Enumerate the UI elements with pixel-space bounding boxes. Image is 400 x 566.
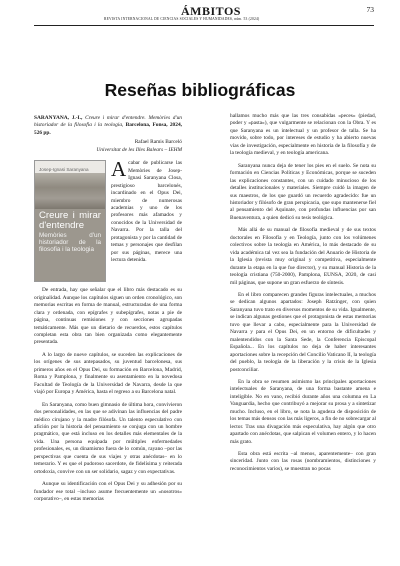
cover-photo bbox=[35, 173, 105, 209]
paragraph: En Saranyana, como buen gimnasio de última hora, convivieron dos personalidades, en las que se adivinan las influencias del padre médico cirujano y la madre filósofa. Un talento especulativo con afición por la historia del pensamiento se conjuga con un hombre pragmático, que está incluso en los detalles más elementales de la vida. Una persona equipada por múltiples enfermedades profesionales, es, un dinamismo fuera de lo común, rayano –por las perspectivas que cuenta de sus viajes y otras anécdotas– en lo temerario. Y es que el pudoroso sacerdote, de fidelísima y reiterada ortodoxia, convive con un ser solidario, sagaz y con expectativas. bbox=[34, 401, 182, 475]
paragraph: Más allá de su manual de filosofía medieval y de sus textos doctorales en Filosofía y en Teología, junto con los volúmenes colectivos sobre la teología en América, lo más destacado de su vida académica tal vez sea la fundación del Anuario de Historia de la Iglesia (revista muy original y competitiva, especialmente durante la etapa en la que fue director), y su manual Historia de la teología cristiana (750-2000), Pamplona, EUNSA, 2020, de casi mil páginas, que supone un gran esfuerzo de síntesis. bbox=[230, 227, 376, 286]
paragraph: cabar de publicarse las Memòries de Josep-Ignasi Saranyana Closa, prestigioso barcelonés, incardinado en el Opus Dei, miembro de numerosas academias y uno de los profesores más afamados y conocidos de la Universidad de Navarra. Por la talla del protagonista y por la cantidad de temas y personajes que desfilan por sus páginas, merece una lectura detenida. bbox=[111, 160, 182, 264]
page-header bbox=[34, 4, 374, 32]
journal-title: ÁMBITOS bbox=[181, 4, 241, 18]
reviewer-affiliation: Universitat de les Illes Balears – IEHM bbox=[96, 146, 182, 153]
review-citation bbox=[34, 115, 182, 137]
paragraph: Saranyana nunca deja de tener los pies en el suelo. Se nota su formación en Ciencias Políticas y Económicas, porque se suceden las explicaciones constantes, con un cuidado minucioso de los detalles institucionales y materiales. Siempre cuidó la imagen de sus maestros, de los que guardó un recuerdo agradecido: fue un historiador y filósofo de gran perspicacia, que supo mantenerse fiel al pensamiento del Aquinate, con profundas influencias por san Buenaventura, a quien dedicó su tesis teológica. bbox=[230, 162, 376, 221]
section-title: Reseñas bibliográficas bbox=[104, 80, 296, 100]
paragraph: hallamos mucho más que las tres consabidas «peces» (piedad, poder y «pasta»), que vulgarmente se relacionan con la Obra. Y es que Saranyana es un intelectual y un profesor de talla. Se ha movido, sobre todo, por intereses de estudio y ha abierto nuevas vías de investigación, especialmente en historia de la filosofía y de la teología medieval, y en teología americana. bbox=[230, 113, 376, 157]
journal-subtitle: REVISTA INTERNACIONAL DE CIENCIAS SOCIALES Y HUMANIDADES, núm. 53 (2024) bbox=[104, 17, 260, 21]
paragraph: A lo largo de nueve capítulos, se suceden las explicaciones de los orígenes de sus antepasados, su juventud barcelonesa, sus primeros años en el Opus Dei, su formación en Barcelona, Madrid, Roma y Pamplona, y finalmente su asentamiento en la novedosa Facultad de Teología de la Universidad de Navarra, desde la que viajó por Europa y América, hasta el regreso a su Barcelona natal. bbox=[34, 351, 182, 396]
right-column bbox=[230, 113, 376, 473]
page-number: 73 bbox=[366, 5, 374, 14]
book-cover-image bbox=[34, 160, 106, 282]
cover-title: Creure i mirar d'entendre bbox=[39, 210, 101, 231]
cover-author: Josep-Ignasi Saranyana bbox=[39, 167, 89, 173]
citation-title: Creure i mirar d'entendre. Memòries d'un historiador de la filosofia i la teologia, bbox=[34, 115, 182, 129]
left-column bbox=[34, 115, 182, 504]
cover-and-intro bbox=[34, 157, 182, 282]
citation-author: SARANYANA, J.-I., bbox=[34, 115, 83, 121]
reviewer-name: Rafael Ramis Barceló bbox=[134, 139, 182, 146]
paragraph: En el libro comparecen grandes figuras intelectuales, a muchos se dedican algunos apartados: Joseph Ratzinger, con quien Saranyana tuvo trato en diversos momentos de su vida. Igualmente, se indican algunas gestiones que el protagonista de estas memorias tuvo que llevar a cabo, especialmente para la Universidad de Navarra y para el Opus Dei, en un entorno de dificultades y malentendidos con la Santa Sede, la Conferencia Episcopal Española... En los capítulos no deja de haber interesantes aportaciones sobre la recepción del Concilio Vaticano II, la teología del pueblo, la teología de la liberación y la crisis de la Iglesia postconciliar. bbox=[230, 291, 376, 373]
reviewer-block bbox=[34, 139, 182, 154]
paragraph: Esta obra está escrita –al menos, aparentemente– con gran sinceridad. Junto con las rosas (nombramientos, distinciones y reconocimientos varios), se muestran no pocas bbox=[230, 451, 376, 472]
paragraph: De entrada, hay que señalar que el libro más destacado es su originalidad. Aunque los capítulos siguen un orden cronológico, son memorias escritas en forma de manual, estructuradas de una forma clara y ordenada, con epígrafes y subepígrafes, notas a pie de página, continuas remisiones y con secciones agrupadas temáticamente. Más que un dietario de recuerdos, estos capítulos completan esta obra tan bien organizada como elegantemente presentada. bbox=[34, 287, 182, 346]
citation-publisher: Barcelona, Fonsa, 2024, 526 pp. bbox=[34, 122, 182, 136]
drop-cap: A bbox=[111, 157, 127, 182]
paragraph: En la obra se resumen asimismo las principales aportaciones intelectuales de Saranyana, de una forma bastante amena e inteligible. No en vano, recibió durante años una columna en La Vanguardia, hecho que contribuyó a mejorar su prosa y a sintetizar mucho. Incluso, en el libro, se nota la agudeza de disposición de los temas más densos con las más ligeros, a fin de no sobrecargar al lector. Tras una divagación más especulativa, hay algún que otro apartado con anécdotas, que salpican el volumen entero, y lo hacen más grato. bbox=[230, 378, 377, 445]
cover-subtitle: Memòries d'un historiador de la filosofia i la teologia bbox=[39, 232, 101, 253]
header-rule bbox=[34, 25, 374, 26]
intro-paragraph bbox=[106, 157, 182, 282]
paragraph: Aunque su identificación con el Opus Dei y su adhesión por su fundador ese total –incluso asume frecuentemente un «nosotros» corporativo–, en estas memorias bbox=[34, 481, 182, 503]
